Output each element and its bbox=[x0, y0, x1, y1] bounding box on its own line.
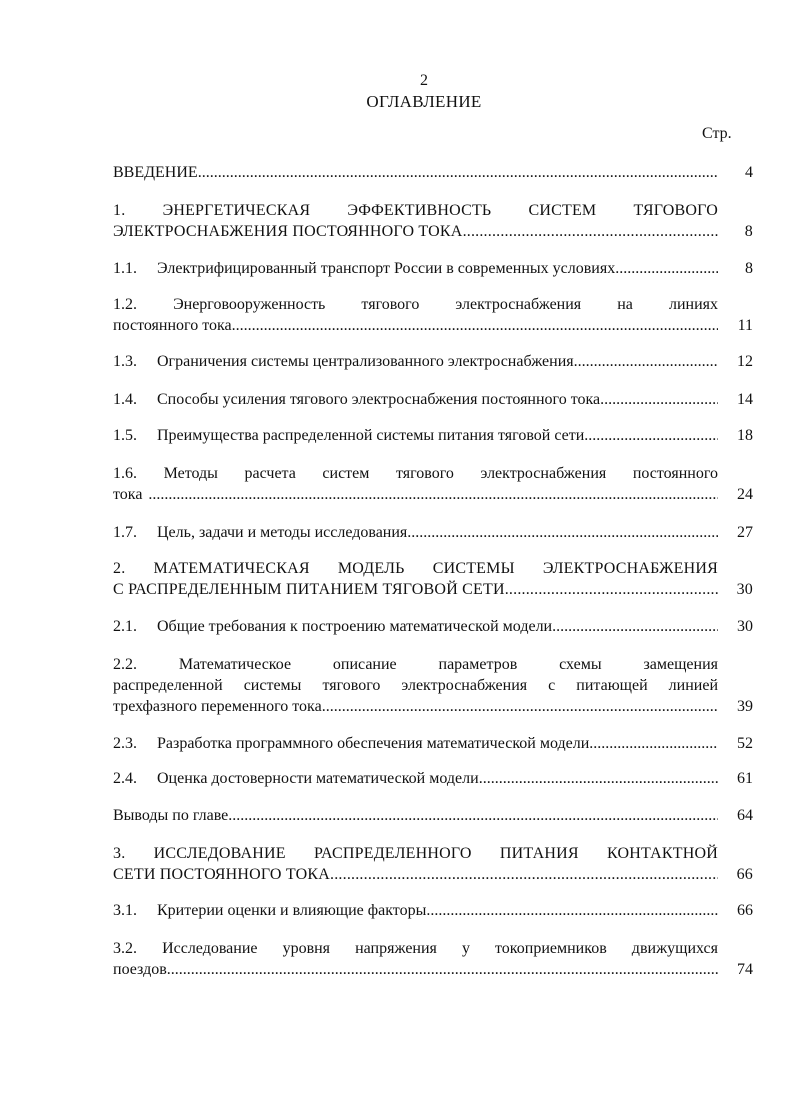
toc-entry-text: ВВЕДЕНИЕ bbox=[113, 164, 198, 181]
toc-entry-text: Критерии оценки и влияющие факторы bbox=[157, 902, 427, 919]
dot-leader bbox=[330, 864, 718, 885]
toc-entry-number: 1.4. bbox=[113, 391, 137, 408]
dot-leader bbox=[228, 805, 718, 826]
toc-entry-chapter-1[interactable] bbox=[113, 200, 753, 242]
toc-entry-number: 1.6. bbox=[113, 465, 137, 482]
toc-entry-text: Оценка достоверности математической модели bbox=[157, 770, 479, 787]
toc-entry-text: трехфазного переменного тока bbox=[113, 698, 322, 715]
toc-entry-text: Способы усиления тягового электроснабжения постоянного тока bbox=[157, 391, 601, 408]
toc-entry-number: 1.1. bbox=[113, 260, 137, 277]
toc-entry-text: тока bbox=[113, 486, 143, 503]
dot-leader bbox=[148, 484, 718, 505]
toc-entry-number: 1.2. bbox=[113, 296, 137, 313]
toc-entry-text: Электрифицированный транспорт России в современных условиях bbox=[157, 260, 616, 277]
dot-leader bbox=[463, 221, 718, 242]
dot-leader bbox=[505, 579, 718, 600]
toc-entry-text: распределенной системы тягового электроснабжения с питающей линией bbox=[113, 677, 718, 694]
toc-entry-text: Энерговооруженность тягового электроснабжения на линиях bbox=[173, 296, 718, 313]
toc-entry-text: 2. МАТЕМАТИЧЕСКАЯ МОДЕЛЬ СИСТЕМЫ ЭЛЕКТРОСНАБЖЕНИЯ bbox=[113, 560, 718, 577]
toc-entry-3-2[interactable] bbox=[113, 938, 753, 980]
toc-page-number: 66 bbox=[736, 866, 753, 883]
page-title: ОГЛАВЛЕНИЕ bbox=[366, 92, 482, 111]
toc-entry-text: СЕТИ ПОСТОЯННОГО ТОКА bbox=[113, 866, 331, 883]
toc-page-number: 8 bbox=[744, 223, 753, 240]
toc-entry-number: 2.3. bbox=[113, 735, 137, 752]
toc-entry-text: Разработка программного обеспечения математической модели bbox=[157, 735, 590, 752]
toc-entry-number: 1.3. bbox=[113, 353, 137, 370]
toc-entry-1-2[interactable] bbox=[113, 294, 753, 336]
toc-page-number: 11 bbox=[737, 317, 753, 334]
toc-entry-number: 3.2. bbox=[113, 940, 137, 957]
dot-leader bbox=[407, 522, 718, 543]
dot-leader bbox=[198, 162, 718, 183]
toc-page-number: 61 bbox=[737, 770, 753, 787]
dot-leader bbox=[322, 696, 718, 717]
toc-entry-1-3[interactable] bbox=[113, 351, 753, 372]
toc-page-number: 66 bbox=[737, 902, 753, 919]
toc-entry-text: ЭЛЕКТРОСНАБЖЕНИЯ ПОСТОЯННОГО ТОКА bbox=[113, 223, 463, 240]
toc-entry-2-4[interactable] bbox=[113, 768, 753, 789]
toc-entry-number: 2.2. bbox=[113, 656, 137, 673]
toc-entry-chapter-2[interactable] bbox=[113, 558, 753, 600]
toc-entry-number: 1.7. bbox=[113, 524, 137, 541]
toc-entry-conclusions[interactable] bbox=[113, 805, 753, 826]
toc-entry-text: Преимущества распределенной системы питания тяговой сети bbox=[157, 427, 585, 444]
toc-entry-number: 2.4. bbox=[113, 770, 137, 787]
toc-page-number: 39 bbox=[737, 698, 753, 715]
toc-page-number: 14 bbox=[737, 391, 753, 408]
toc-entry-introduction[interactable] bbox=[113, 162, 753, 183]
toc-entry-number: 3.1. bbox=[113, 902, 137, 919]
toc-entry-1-4[interactable] bbox=[113, 389, 753, 410]
toc-page-number: 24 bbox=[737, 486, 753, 503]
dot-leader bbox=[615, 258, 718, 279]
dot-leader bbox=[574, 351, 718, 372]
toc-entry-2-2[interactable] bbox=[113, 654, 753, 717]
page-column-label: Стр. bbox=[702, 125, 732, 142]
toc-entry-number: 1.5. bbox=[113, 427, 137, 444]
toc-entry-number: 2.1. bbox=[113, 618, 137, 635]
toc-entry-text: С РАСПРЕДЕЛЕННЫМ ПИТАНИЕМ ТЯГОВОЙ СЕТИ bbox=[113, 581, 505, 598]
toc-entry-text: Исследование уровня напряжения у токоприемников движущихся bbox=[162, 940, 719, 957]
toc-entry-text: Методы расчета систем тягового электроснабжения постоянного bbox=[163, 465, 719, 482]
toc-page-number: 18 bbox=[737, 427, 753, 444]
toc-entry-chapter-3[interactable] bbox=[113, 843, 753, 885]
toc-entry-text: поездов bbox=[113, 961, 167, 978]
toc-page-number: 8 bbox=[745, 260, 753, 277]
toc-entry-1-7[interactable] bbox=[113, 522, 753, 543]
toc-page-number: 12 bbox=[737, 353, 753, 370]
dot-leader bbox=[232, 315, 718, 336]
toc-page-number: 27 bbox=[737, 524, 753, 541]
page-number: 2 bbox=[420, 72, 428, 89]
toc-entry-text: постоянного тока bbox=[113, 317, 232, 334]
toc-page-number: 30 bbox=[737, 618, 753, 635]
toc-entry-text: Цель, задачи и методы исследования bbox=[157, 524, 408, 541]
toc-entry-1-5[interactable] bbox=[113, 425, 753, 446]
toc-page-number: 4 bbox=[745, 164, 753, 181]
toc-entry-text: Общие требования к построению математической модели bbox=[157, 618, 553, 635]
toc-entry-text: Математическое описание параметров схемы замещения bbox=[178, 656, 719, 673]
toc-page-number: 74 bbox=[737, 961, 753, 978]
toc-page-number: 30 bbox=[736, 581, 753, 598]
dot-leader bbox=[589, 733, 718, 754]
dot-leader bbox=[479, 768, 718, 789]
toc-entry-3-1[interactable] bbox=[113, 900, 753, 921]
toc-entry-1-6[interactable] bbox=[113, 463, 753, 505]
toc-page-number: 52 bbox=[737, 735, 753, 752]
dot-leader bbox=[584, 425, 718, 446]
toc-entry-2-1[interactable] bbox=[113, 616, 753, 637]
toc-entry-text: Ограничения системы централизованного электроснабжения bbox=[157, 353, 574, 370]
dot-leader bbox=[426, 900, 718, 921]
toc-entry-text: 1. ЭНЕРГЕТИЧЕСКАЯ ЭФФЕКТИВНОСТЬ СИСТЕМ ТЯГОВОГО bbox=[113, 202, 718, 219]
toc-entry-2-3[interactable] bbox=[113, 733, 753, 754]
dot-leader bbox=[167, 959, 718, 980]
toc-page-number: 64 bbox=[737, 807, 753, 824]
dot-leader bbox=[552, 616, 718, 637]
dot-leader bbox=[600, 389, 718, 410]
toc-entry-1-1[interactable] bbox=[113, 258, 753, 279]
toc-entry-text: 3. ИССЛЕДОВАНИЕ РАСПРЕДЕЛЕННОГО ПИТАНИЯ КОНТАКТНОЙ bbox=[113, 845, 718, 862]
toc-entry-text: Выводы по главе bbox=[113, 807, 229, 824]
